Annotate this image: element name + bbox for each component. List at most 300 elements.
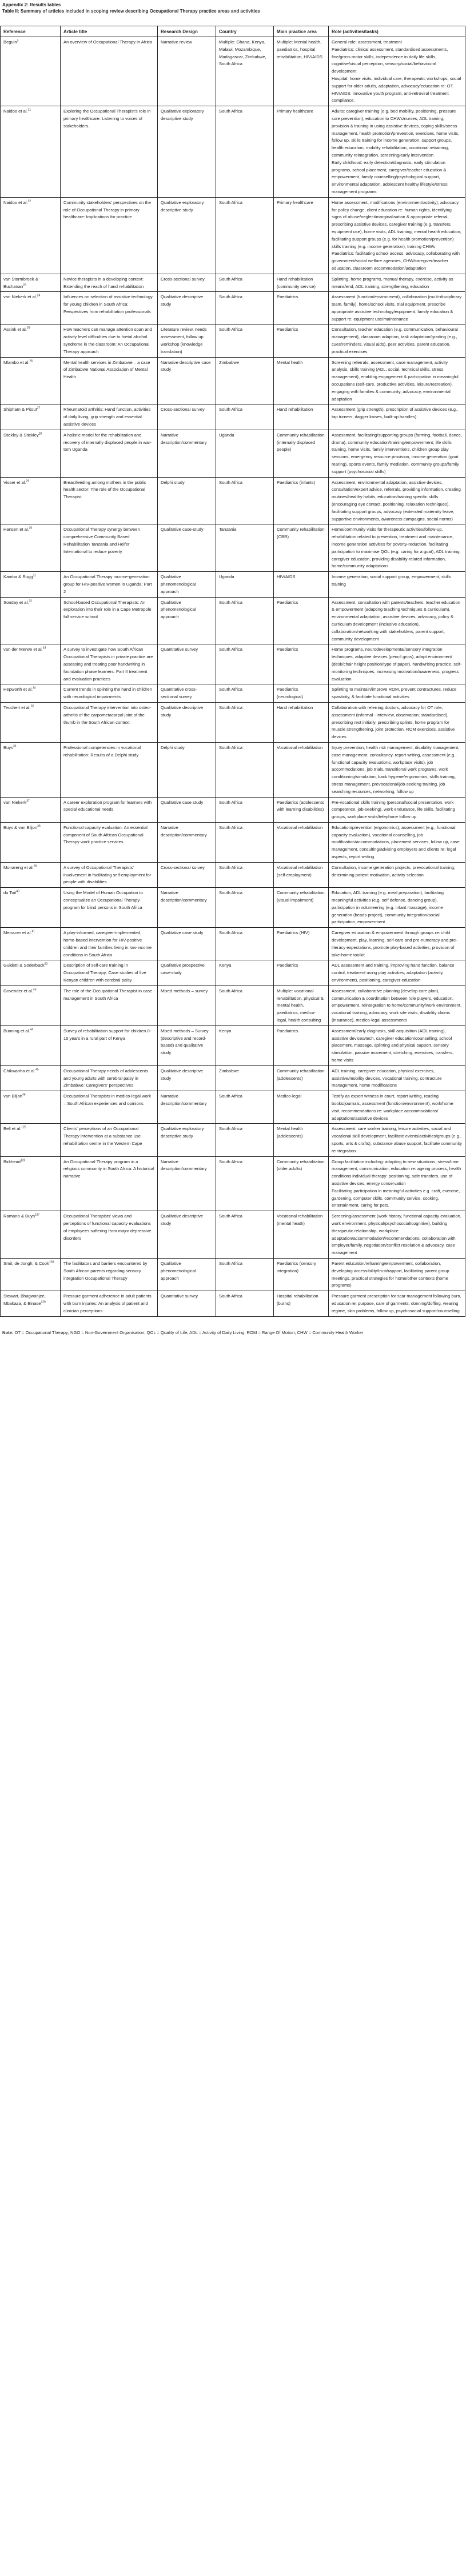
cell-role bbox=[329, 822, 465, 862]
table-row bbox=[1, 888, 465, 928]
cell-role bbox=[329, 524, 465, 572]
cell-practice-area: Mental health bbox=[274, 357, 329, 404]
cell-role bbox=[329, 742, 465, 797]
reference-author: Beguin bbox=[3, 39, 17, 45]
reference-author: Hansen et al. bbox=[3, 527, 29, 532]
table-row bbox=[1, 985, 465, 1025]
cell-reference bbox=[1, 644, 61, 684]
cell-article-title: How teachers can manage attention span and activity level difficulties due to foetal alcohol syndrome in the classroom: An Occupational Therapy approach bbox=[61, 324, 158, 357]
role-paragraph: Group facilitation including: adapting to new situations, stress/time management, communication, education re: ageing process, health conditions individual therapy: positioning, safe transfers, use of assistive devices, energy conservation bbox=[332, 1159, 461, 1186]
column-header-practice-area: Main practice area bbox=[274, 26, 329, 37]
cell-country: South Africa bbox=[216, 1156, 274, 1211]
role-paragraph: Assessment, consultation with parents/teachers, teacher education & empowerment (adapting teaching techniques & curriculum), environmental adaptation, assistive devices, advocacy, policy & curriculum development (inclusive education), collaboration/networking with stakeholders, parent support, community development bbox=[332, 599, 460, 642]
role-paragraph: ADL training, caregiver education, physical exercises, assistive/mobility devices, vocational training, contracture management, home modifications bbox=[332, 1068, 442, 1088]
cell-research-design: Qualitative case-study bbox=[158, 524, 216, 572]
column-header-country: Country bbox=[216, 26, 274, 37]
cell-research-design: Qualitative exploratory descriptive study bbox=[158, 1124, 216, 1156]
cell-country: South Africa bbox=[216, 822, 274, 862]
cell-article-title: Using the Model of Human Occupation to conceptualize an Occupational Therapy program for blind persons in South Africa bbox=[61, 888, 158, 928]
cell-reference bbox=[1, 274, 61, 292]
table-row bbox=[1, 430, 465, 477]
cell-country: South Africa bbox=[216, 1091, 274, 1124]
role-paragraph: General role: assessment, treatment bbox=[332, 39, 402, 45]
cell-article-title: Mental health services in Zimbabwe – a case of Zimbabwe National Association of Mental Health bbox=[61, 357, 158, 404]
table-row bbox=[1, 1025, 465, 1065]
reference-number: 24 bbox=[37, 294, 41, 298]
reference-number: 22 bbox=[27, 199, 31, 203]
cell-research-design: Mixed methods – survey bbox=[158, 985, 216, 1025]
cell-practice-area: Paediatrics (HIV) bbox=[274, 928, 329, 960]
cell-reference bbox=[1, 1156, 61, 1211]
cell-article-title: Influences on selection of assistive technology for young children in South Africa: Perspectives from rehabilitation professionals bbox=[61, 292, 158, 324]
role-paragraph: Splinting to maintain/improve ROM, prevent contractures, reduce spasticity, & facilitate functional activities bbox=[332, 687, 457, 700]
cell-reference bbox=[1, 1124, 61, 1156]
cell-reference bbox=[1, 1091, 61, 1124]
cell-article-title: School-based Occupational Therapists: An exploration into their role in a Cape Metropole full service school bbox=[61, 597, 158, 644]
cell-country: South Africa bbox=[216, 684, 274, 703]
cell-article-title: Occupational Therapy synergy between comprehensive Community Based Rehabilitation Tanzania and Heifer International to reduce poverty bbox=[61, 524, 158, 572]
cell-reference bbox=[1, 524, 61, 572]
cell-article-title: Occupational Therapists in medico-legal work – South African experiences and opinions bbox=[61, 1091, 158, 1124]
reference-author: Assink et al. bbox=[3, 327, 27, 332]
cell-role bbox=[329, 797, 465, 822]
reference-author: Sonday et al. bbox=[3, 599, 29, 605]
reference-author: Mlambo et al. bbox=[3, 359, 30, 365]
cell-practice-area: Hand rehabilitation bbox=[274, 404, 329, 430]
cell-role bbox=[329, 477, 465, 524]
reference-number: 41 bbox=[31, 930, 35, 934]
reference-number: 127 bbox=[34, 1213, 40, 1217]
cell-reference bbox=[1, 430, 61, 477]
reference-number: 26 bbox=[29, 359, 33, 363]
role-paragraph: Income generation, social support group, empowerment, skills training bbox=[332, 574, 451, 587]
cell-reference bbox=[1, 1291, 61, 1316]
reference-author: Bell et al. bbox=[3, 1126, 22, 1132]
role-paragraph: Consultation, teacher education (e.g. communication, behavioural management), classroom adaption, task adaptation/grading (e.g., cues/reminders, visual aids), peer activities, parent education, practical exercises bbox=[332, 327, 458, 354]
role-paragraph: Home programs, neurodevelopmental/sensory integration techniques, adaptive devices (pencil grips), adapt environment (desk/chair height position/type of paper), handwriting practice, self-monitoring techniques, increasing motivation/awareness, progress evaluation bbox=[332, 647, 462, 682]
reference-author: Naidoo et al. bbox=[3, 199, 28, 205]
appendix-title: Appendix 2: Results tables bbox=[2, 2, 61, 7]
cell-role bbox=[329, 888, 465, 928]
cell-country: South Africa bbox=[216, 1124, 274, 1156]
column-header-reference: Reference bbox=[1, 26, 61, 37]
cell-reference bbox=[1, 960, 61, 985]
role-paragraph: Assessment, facilitating/supporting groups (farming, football, dance, drama), community education/training/empowerment, life skills training, home visits, family interventions, children group play sessions, emergency resource provision, income generation (goat rearing), sports events, family mediation, community groups/family support (psychosocial skills) bbox=[332, 432, 462, 474]
cell-practice-area: Paediatrics (neurological) bbox=[274, 684, 329, 703]
column-header-research-design: Research Design bbox=[158, 26, 216, 37]
cell-country: Uganda bbox=[216, 572, 274, 597]
table-row bbox=[1, 106, 465, 198]
reference-author: Bunning et al. bbox=[3, 1028, 30, 1033]
cell-practice-area: Hospital rehabilitation (burns) bbox=[274, 1291, 329, 1316]
cell-research-design: Qualitative descriptive study bbox=[158, 1211, 216, 1259]
cell-research-design: Literature review, needs assessment, follow up workshop (knowledge translation) bbox=[158, 324, 216, 357]
table-note bbox=[2, 1329, 463, 1336]
cell-country: South Africa bbox=[216, 797, 274, 822]
role-paragraph: HIV/AIDS: innovative youth program, anti-retroviral treatment compliance. bbox=[332, 90, 449, 103]
reference-number: 44 bbox=[30, 1028, 34, 1032]
cell-role bbox=[329, 292, 465, 324]
cell-country: South Africa bbox=[216, 702, 274, 742]
cell-role bbox=[329, 928, 465, 960]
cell-country: South Africa bbox=[216, 742, 274, 797]
reference-author: Stickley & Stickley bbox=[3, 432, 39, 438]
results-table bbox=[0, 26, 465, 1317]
role-paragraph: ADL assessment and training, improving hand function, balance control, treatment using play activities, adaptation (activity, environment), positioning, caregiver education bbox=[332, 963, 455, 983]
reference-number: 46 bbox=[22, 1093, 26, 1097]
cell-article-title: Breastfeeding among mothers in the public health sector: The role of the Occupational Therapist bbox=[61, 477, 158, 524]
cell-article-title: An Occupational Therapy income-generation group for HIV-positive women in Uganda: Part 2 bbox=[61, 572, 158, 597]
reference-author: Ramano & Buys bbox=[3, 1213, 35, 1219]
cell-reference bbox=[1, 822, 61, 862]
table-row bbox=[1, 524, 465, 572]
role-paragraph: Paediatrics: clinical assessment, standardised assessments, fine/gross motor skills, independence in daily life skills, cognitive/visual perception, sensory/social/behavioural development bbox=[332, 46, 448, 74]
cell-country: South Africa bbox=[216, 324, 274, 357]
reference-number: 36 bbox=[13, 744, 17, 748]
cell-article-title: A survey to investigate how South African Occupational Therapists in private practice are assessing and treating poor handwriting in foundation phase learners: Part II treatment and evaluation practices bbox=[61, 644, 158, 684]
cell-practice-area: Multiple: Mental health, paediatrics, hospital rehabilitation, HIV/AIDS bbox=[274, 37, 329, 106]
table-row bbox=[1, 1291, 465, 1316]
cell-role bbox=[329, 597, 465, 644]
reference-number: 45 bbox=[35, 1068, 39, 1072]
reference-number: 43 bbox=[33, 988, 37, 992]
cell-research-design: Quantitative survey bbox=[158, 644, 216, 684]
cell-reference bbox=[1, 928, 61, 960]
cell-reference bbox=[1, 1258, 61, 1291]
cell-article-title: Clients' perceptions of an Occupational Therapy intervention at a substance use rehabilitation centre in the Western Cape bbox=[61, 1124, 158, 1156]
reference-author: Kamba & Rugg bbox=[3, 574, 33, 580]
role-paragraph: Parent education/reframing/empowerment, collaboration, developing accessibility/trust/rapport, facilitating parent group meetings, practical strategies for home/other contexts (home programs) bbox=[332, 1260, 449, 1288]
cell-article-title: Functional capacity evaluation: An essential component of South African Occupational Therapy work practice services bbox=[61, 822, 158, 862]
reference-number: 30 bbox=[29, 526, 33, 530]
cell-research-design: Qualitative descriptive study bbox=[158, 292, 216, 324]
role-paragraph: Splinting, home programs, manual therapy, exercise, activity as means/end, ADL training, strengthening, education bbox=[332, 276, 453, 289]
cell-practice-area: Paediatrics bbox=[274, 960, 329, 985]
reference-number: 125 bbox=[21, 1125, 26, 1129]
role-paragraph: Injury prevention, health risk management, disability management, case management, consultancy, report writing, assessment (e.g., functional capacity evaluations, workplace visits), job accommodations, job trials, transitional work programs, work conditioning/simulation, back hygiene/ergonomics, skills training, stress management, prevocational/job-seeking training, job searching resources, networking, follow up bbox=[332, 744, 460, 794]
cell-research-design: Delphi study bbox=[158, 477, 216, 524]
cell-practice-area: Primary healthcare bbox=[274, 197, 329, 274]
role-paragraph: Assessment/early diagnosis, skill acquisition (ADL training), assistive devices/tech, caregiver education/counselling, school placement, massage, splinting and physical support, sensory stimulation, passive movement, stretching, exercises, transfers, home visits bbox=[332, 1028, 454, 1063]
cell-practice-area: Community rehabilitation (internally displaced people) bbox=[274, 430, 329, 477]
reference-author: Buys bbox=[3, 744, 13, 750]
cell-country: South Africa bbox=[216, 292, 274, 324]
cell-research-design: Qualitative descriptive study bbox=[158, 1065, 216, 1091]
reference-author: Monareng et al. bbox=[3, 864, 34, 870]
reference-number: 27 bbox=[37, 406, 41, 410]
cell-article-title: Community stakeholders' perspectives on the role of Occupational Therapy in primary healthcare: Implications for practice bbox=[61, 197, 158, 274]
cell-research-design: Narrative description/commentary bbox=[158, 888, 216, 928]
cell-article-title: Novice therapists in a developing context: Extending the reach of hand rehabilitation bbox=[61, 274, 158, 292]
table-row bbox=[1, 292, 465, 324]
cell-reference bbox=[1, 797, 61, 822]
table-row bbox=[1, 1211, 465, 1259]
cell-research-design: Narrative description/commentary bbox=[158, 430, 216, 477]
cell-practice-area: Vocational rehabilitation bbox=[274, 742, 329, 797]
table-row bbox=[1, 862, 465, 887]
cell-article-title: Rheumatoid arthritis: Hand function, activities of daily living, grip strength and essential assistive devices bbox=[61, 404, 158, 430]
role-paragraph: Collaboration with referring doctors, advocacy for OT role, assessment (informal - interview, observation; standardised), prescribing rest initially, prescribing splints, home program for muscle strengthening, joint protection, ROM exercises, assistive devices bbox=[332, 704, 455, 740]
table-row bbox=[1, 1258, 465, 1291]
table-body bbox=[1, 37, 465, 1317]
cell-country: South Africa bbox=[216, 928, 274, 960]
cell-practice-area: Vocational rehabilitation (mental heath) bbox=[274, 1211, 329, 1259]
reference-number: 32 bbox=[29, 599, 32, 603]
reference-number: 128 bbox=[49, 1260, 54, 1264]
cell-country: Zimbabwe bbox=[216, 1065, 274, 1091]
role-paragraph: Education/prevention (ergonomics), assessment (e.g., functional capacity evaluation), vocational counselling, job modification/accommodations, placement services, follow up, case management, consulting/advising employers and clients re: legal aspects, report writing bbox=[332, 824, 460, 860]
cell-practice-area: Mental health (adolescents) bbox=[274, 1124, 329, 1156]
table-row bbox=[1, 1124, 465, 1156]
role-paragraph: Early childhood: early detection/diagnosis, early stimulation programs, school placement, caregiver/teacher education & empowerment, family counselling/psychological support, environmental adaptation, adolescent healthy lifestyle/stress management programs bbox=[332, 159, 448, 194]
reference-author: Meissner et al. bbox=[3, 930, 32, 936]
table-row bbox=[1, 702, 465, 742]
cell-research-design: Quantitative cross-sectional survey bbox=[158, 684, 216, 703]
reference-number: 25 bbox=[26, 326, 30, 330]
cell-practice-area: Paediatrics bbox=[274, 292, 329, 324]
cell-research-design: Qualitative exploratory descriptive study bbox=[158, 106, 216, 198]
cell-country: South Africa bbox=[216, 197, 274, 274]
cell-role bbox=[329, 644, 465, 684]
cell-article-title: A career exploration program for learners with special educational needs bbox=[61, 797, 158, 822]
table-row bbox=[1, 404, 465, 430]
reference-author: van der Merwe et al. bbox=[3, 647, 43, 652]
cell-role bbox=[329, 684, 465, 703]
role-paragraph: Hospital: home visits, individual care, therapeutic workshops, social support for older adults, adaptation, advocacy/education re: OT. bbox=[332, 75, 461, 89]
cell-article-title: A holistic model for the rehabilitation and recovery of internally displaced people in war-torn Uganda bbox=[61, 430, 158, 477]
reference-number: 38 bbox=[37, 824, 41, 828]
cell-research-design: Qualitative prospective case-study bbox=[158, 960, 216, 985]
cell-practice-area: Paediatrics bbox=[274, 597, 329, 644]
table-row bbox=[1, 37, 465, 106]
reference-author: Chikwanha et al. bbox=[3, 1068, 36, 1073]
cell-article-title: Description of self-care training in Occupational Therapy: Case studies of five Kenyan children with cerebral palsy bbox=[61, 960, 158, 985]
cell-article-title: Survey of rehabilitation support for children 0-15 years in a rural part of Kenya bbox=[61, 1025, 158, 1065]
cell-country: Kenya bbox=[216, 1025, 274, 1065]
cell-article-title: Current trends in splinting the hand in children with neurological impairments bbox=[61, 684, 158, 703]
column-header-role: Role (activities/tasks) bbox=[329, 26, 465, 37]
cell-reference bbox=[1, 324, 61, 357]
reference-author: Smit, de Jongh, & Cook bbox=[3, 1260, 49, 1266]
reference-number: 33 bbox=[42, 646, 46, 650]
cell-practice-area: Paediatrics bbox=[274, 644, 329, 684]
reference-number: 129 bbox=[41, 1300, 46, 1304]
cell-country: South Africa bbox=[216, 274, 274, 292]
note-label: Note: bbox=[2, 1329, 14, 1335]
cell-practice-area: Vocational rehabilitation (self-employment) bbox=[274, 862, 329, 887]
cell-research-design: Qualitative exploratory descriptive study bbox=[158, 197, 216, 274]
cell-article-title: An overview of Occupational Therapy in Africa bbox=[61, 37, 158, 106]
cell-article-title: Professional competencies in vocational rehabilitation: Results of a Delphi study bbox=[61, 742, 158, 797]
reference-author: van Niekerk bbox=[3, 799, 27, 805]
role-paragraph: Home assessment, modifications (environment/activity), advocacy for policy change, client education re: human rights, identifying signs of abuse/neglect/marginalisation & appropriate referral, prescribing assistive devices, caregiver training (e.g. transfers, equipment use), home visits, ADL training, mental health education, facilitating support groups (e.g. for health promotion/prevention) skills training (e.g. income generation), training CHWs bbox=[332, 199, 461, 249]
cell-article-title: The role of the Occupational Therapist in case management in South Africa bbox=[61, 985, 158, 1025]
role-paragraph: Pressure garment prescription for scar management following burn, education re: purpose, care of garments, donning/doffing, wearing regime, skin problems, follow up, psychosocial support/counselling bbox=[332, 1293, 461, 1313]
document-heading bbox=[2, 2, 466, 14]
cell-role bbox=[329, 1156, 465, 1211]
cell-country: South Africa bbox=[216, 106, 274, 198]
cell-country: South Africa bbox=[216, 477, 274, 524]
cell-practice-area: Vocational rehabilitation bbox=[274, 822, 329, 862]
cell-country: Multiple: Ghana, Kenya, Malawi, Mozambique, Madagascar, Zimbabwe, South Africa bbox=[216, 37, 274, 106]
cell-practice-area: Paediatrics bbox=[274, 324, 329, 357]
cell-reference bbox=[1, 597, 61, 644]
cell-reference bbox=[1, 477, 61, 524]
cell-country: Zimbabwe bbox=[216, 357, 274, 404]
table-row bbox=[1, 1091, 465, 1124]
reference-author: Stewart, Bhagwanjee, Mbakaza, & Binase bbox=[3, 1293, 46, 1306]
cell-article-title: Occupational Therapy needs of adolescents and young adults with cerebral palsy in Zimbabwe: Caregivers' perspectives bbox=[61, 1065, 158, 1091]
role-paragraph: Assessment, care worker training, leisure activities, social and vocational skill development, facilitate events/activities/groups (e.g., sports, arts & crafts), substance abuse support, facilitate community reintegration bbox=[332, 1126, 462, 1153]
cell-practice-area: Paediatrics (adolescents with learning disabilities) bbox=[274, 797, 329, 822]
cell-research-design: Qualitative case study bbox=[158, 797, 216, 822]
cell-role bbox=[329, 274, 465, 292]
reference-number: 40 bbox=[16, 890, 19, 894]
role-paragraph: Testify as expert witness in court, report writing, reading books/journals, assessment (function/environment), work/home visit, recommendations re: workplace accommodations/ adaptations/assistive devices bbox=[332, 1093, 453, 1121]
table-row bbox=[1, 1156, 465, 1211]
cell-reference bbox=[1, 862, 61, 887]
reference-author: du Toit bbox=[3, 890, 17, 896]
reference-number: 21 bbox=[27, 108, 31, 112]
cell-country: South Africa bbox=[216, 1258, 274, 1291]
cell-practice-area: HIV/AIDS bbox=[274, 572, 329, 597]
cell-role bbox=[329, 404, 465, 430]
table-row bbox=[1, 928, 465, 960]
cell-article-title: Pressure garment adherence in adult patients with burn injuries: An analysis of patient and clinician perceptions bbox=[61, 1291, 158, 1316]
cell-article-title: Occupational Therapists' views and perceptions of functional capacity evaluations of employees suffering from major depressive disorders bbox=[61, 1211, 158, 1259]
cell-country: South Africa bbox=[216, 404, 274, 430]
cell-reference bbox=[1, 985, 61, 1025]
cell-role bbox=[329, 357, 465, 404]
cell-role bbox=[329, 572, 465, 597]
role-paragraph: Pre-vocational skills training (personal/social presentation, work competence, job-seeking), work endurance, life skills, facilitating groups, workplace visits/telephone follow up bbox=[332, 799, 455, 820]
cell-practice-area: Primary healthcare bbox=[274, 106, 329, 198]
reference-number: 42 bbox=[44, 962, 48, 966]
cell-role bbox=[329, 960, 465, 985]
table-row bbox=[1, 597, 465, 644]
cell-research-design: Cross-sectional survey bbox=[158, 404, 216, 430]
role-paragraph: Education, ADL training (e.g. meal preparation), facilitating meaningful activities (e.g. self defense, dancing group), participation in volunteering (e.g. infant massage), income generation (beads project), community integration/social participation, empowerment bbox=[332, 890, 444, 925]
cell-article-title: Occupational Therapy intervention into osteo-arthritis of the carpometacarpal joint of the thumb in the South African context bbox=[61, 702, 158, 742]
cell-research-design: Qualitative phenomenological approach bbox=[158, 1258, 216, 1291]
role-paragraph: Assessment, environmental adaptation, assistive devices, consultation/expert advice, referrals, providing information, creating routines/healthy habits, education/training specific skills (encouraging eye contact, positioning, relaxation techniques), facilitating support groups, advocacy (extended maternity leave, supportive environments, awareness campaigns, social norms) bbox=[332, 479, 461, 522]
cell-practice-area: Medico-legal bbox=[274, 1091, 329, 1124]
reference-number: 34 bbox=[33, 686, 36, 690]
reference-author: van Biljon bbox=[3, 1093, 22, 1099]
cell-research-design: Narrative review bbox=[158, 37, 216, 106]
cell-country: South Africa bbox=[216, 597, 274, 644]
cell-practice-area: Hand rehabilitation (community service) bbox=[274, 274, 329, 292]
cell-reference bbox=[1, 1065, 61, 1091]
cell-reference bbox=[1, 404, 61, 430]
table-row bbox=[1, 960, 465, 985]
cell-reference bbox=[1, 106, 61, 198]
cell-research-design: Delphi study bbox=[158, 742, 216, 797]
note-text: OT = Occupational Therapy; NGO = Non-Government Organisation; QOL = Quality of Life; ADL = Activity of Daily Living; ROM = Range Of Motion; CHW = Community Health Worker bbox=[14, 1329, 364, 1335]
cell-country: Uganda bbox=[216, 430, 274, 477]
cell-reference bbox=[1, 1211, 61, 1259]
cell-research-design: Qualitative case study bbox=[158, 928, 216, 960]
reference-number: 31 bbox=[33, 574, 37, 578]
cell-role bbox=[329, 430, 465, 477]
role-paragraph: Facilitating participation in meaningful activities e.g. craft, exercise, gardening, computer skills, community service, cooking, entertainment, caring for pets. bbox=[332, 1188, 460, 1208]
cell-research-design: Qualitative phenomenological approach bbox=[158, 597, 216, 644]
role-paragraph: Screening/assessment (work history, functional capacity evaluation, work environment, physical/psychosocial/cognitive), building therapeutic relationship, workplace adaptation/accommodation/recommendations, collaboration with employer/family, negotiation/conflict resolution & advocacy, case management bbox=[332, 1213, 461, 1256]
cell-role bbox=[329, 702, 465, 742]
cell-reference bbox=[1, 888, 61, 928]
role-paragraph: Paediatrics: facilitating school access, advocacy, collaborating with government/social welfare agencies, CHW/caregiver/teacher education, classroom accommodation/adaptation bbox=[332, 251, 460, 271]
table-row bbox=[1, 684, 465, 703]
role-paragraph: Assessment, collaborative planning (develop care plan), communication & coordination between role players, education, empowerment, reintegration to home/community/work environment, vocational training, advocacy, work site visits, disability claims (insurance), medico-legal assessments bbox=[332, 988, 462, 1023]
cell-article-title: A survey of Occupational Therapists' involvement in facilitating self-employment for people with disabilities. bbox=[61, 862, 158, 887]
cell-role bbox=[329, 106, 465, 198]
cell-reference bbox=[1, 197, 61, 274]
table-row bbox=[1, 822, 465, 862]
cell-practice-area: Community rehabilitation (visual impairment) bbox=[274, 888, 329, 928]
cell-practice-area: Community rehabilitation (adolescents) bbox=[274, 1065, 329, 1091]
cell-role bbox=[329, 1124, 465, 1156]
role-paragraph: Screening referrals, assessment, case management, activity analysis, skills training (ADL, social, technical skills, stress management), enabling engagement & participation in meaningful occupations (self-care, productive activities, leisure/recreation), engaging with families & community, advocacy, environmental adaptation bbox=[332, 359, 459, 402]
cell-article-title: An Occupational Therapy program in a religious community in South Africa: A historical narrative bbox=[61, 1156, 158, 1211]
cell-role bbox=[329, 37, 465, 106]
reference-author: Govender et al. bbox=[3, 988, 33, 993]
cell-research-design: Cross-sectional survey bbox=[158, 274, 216, 292]
cell-research-design: Narrative description/commentary bbox=[158, 1156, 216, 1211]
cell-role bbox=[329, 1025, 465, 1065]
cell-reference bbox=[1, 1025, 61, 1065]
reference-author: Visser et al. bbox=[3, 479, 26, 485]
table-row bbox=[1, 742, 465, 797]
cell-research-design: Narrative description/commentary bbox=[158, 822, 216, 862]
cell-research-design: Qualitative phenomenological approach bbox=[158, 572, 216, 597]
table-row bbox=[1, 357, 465, 404]
cell-practice-area: Paediatrics (sensory integration) bbox=[274, 1258, 329, 1291]
column-header-article-title: Article title bbox=[61, 26, 158, 37]
cell-practice-area: Multiple: vocational rehabilitation, physical & mental health, paediatrics, medico-legal, health consulting bbox=[274, 985, 329, 1025]
cell-article-title: Exploring the Occupational Therapist's role in primary healthcare: Listening to voices of stakeholders. bbox=[61, 106, 158, 198]
reference-author: van Stormbroek & Buchanan bbox=[3, 276, 38, 289]
cell-country: South Africa bbox=[216, 1211, 274, 1259]
cell-country: South Africa bbox=[216, 644, 274, 684]
cell-role bbox=[329, 1065, 465, 1091]
cell-research-design: Mixed methods – Survey (descriptive and record-based) and qualitative study bbox=[158, 1025, 216, 1065]
cell-reference bbox=[1, 742, 61, 797]
cell-research-design: Narrative descriptive case study bbox=[158, 357, 216, 404]
cell-research-design: Qualitative descriptive study bbox=[158, 702, 216, 742]
cell-country: South Africa bbox=[216, 985, 274, 1025]
cell-practice-area: Hand rehabilitation bbox=[274, 702, 329, 742]
reference-author: Naidoo et al. bbox=[3, 109, 28, 114]
cell-role bbox=[329, 985, 465, 1025]
cell-country: Kenya bbox=[216, 960, 274, 985]
table-row bbox=[1, 324, 465, 357]
cell-practice-area: Paediatrics (infants) bbox=[274, 477, 329, 524]
table-row bbox=[1, 274, 465, 292]
table-row bbox=[1, 197, 465, 274]
table-title: Table II: Summary of articles included in scoping review describing Occupational Therapy practice areas and activities bbox=[2, 9, 260, 14]
cell-practice-area: Paediatrics bbox=[274, 1025, 329, 1065]
table-row bbox=[1, 644, 465, 684]
cell-role bbox=[329, 862, 465, 887]
reference-author: Teuchert et al. bbox=[3, 704, 31, 710]
cell-article-title: A play-informed, caregiver-implemented, home-based intervention for HIV-positive children and their families living in low-income conditions in South Africa bbox=[61, 928, 158, 960]
table-row bbox=[1, 572, 465, 597]
cell-country: Tanzania bbox=[216, 524, 274, 572]
reference-number: 35 bbox=[30, 704, 34, 708]
reference-number: 29 bbox=[26, 479, 30, 483]
cell-reference bbox=[1, 702, 61, 742]
table-header-row bbox=[1, 26, 465, 37]
